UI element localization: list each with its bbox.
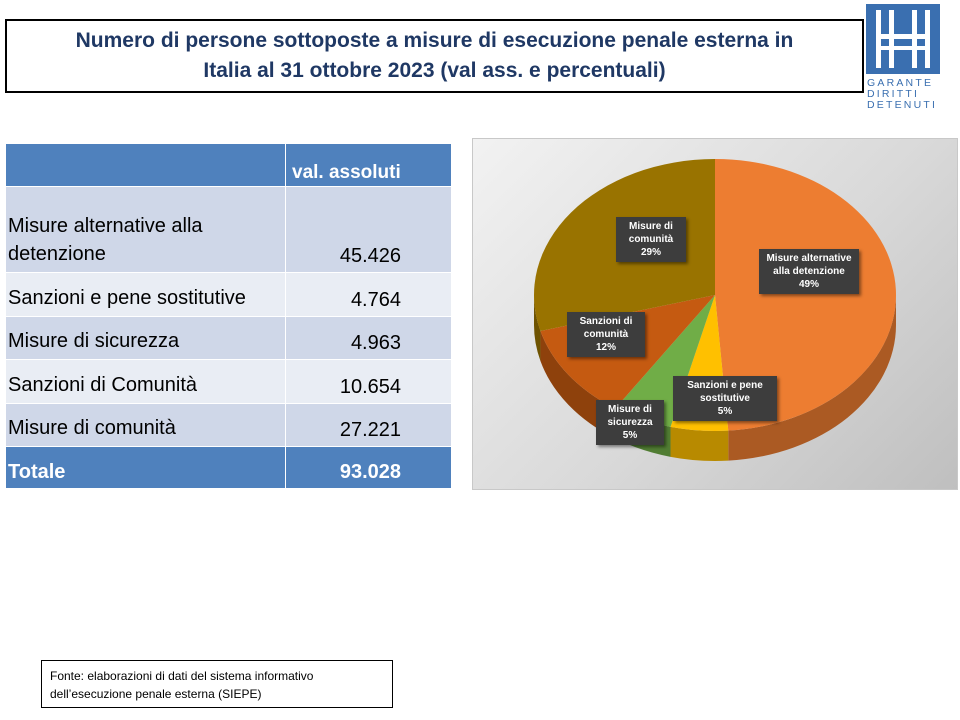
table-row <box>6 404 452 447</box>
row-value: 4.764 <box>286 273 452 317</box>
row-value: 45.426 <box>286 187 452 273</box>
pie-label-misure-alternative-alla-detenzione <box>759 249 859 294</box>
row-label: Misure di comunità <box>6 404 286 447</box>
pie-chart-frame <box>472 138 958 490</box>
pie-label-percent: 29% <box>640 247 661 258</box>
table-row <box>6 273 452 317</box>
row-value: 10.654 <box>286 360 452 404</box>
title-line-1: Numero di persone sottoposte a misure di esecuzione penale esterna in <box>75 29 794 52</box>
table-header-row <box>6 144 452 187</box>
row-value: 27.221 <box>286 404 452 447</box>
pie-side-sanzioni-e-pene-sostitutive <box>671 427 729 461</box>
pie-label-misure-di-comunit- <box>616 217 686 262</box>
row-value: 4.963 <box>286 317 452 360</box>
source-note: Fonte: elaborazioni di dati del sistema informativo dell’esecuzione penale esterna (SIEPE) <box>41 660 393 708</box>
header-cell-values: val. assoluti <box>286 144 452 187</box>
pie-label-name: Sanzioni di comunità <box>579 316 633 340</box>
table-row <box>6 360 452 404</box>
pie-chart <box>473 139 957 489</box>
data-table <box>5 143 452 489</box>
pie-label-name: Sanzioni e pene sostitutive <box>687 380 763 404</box>
garante-logo <box>864 2 944 110</box>
row-label: Sanzioni e pene sostitutive <box>6 273 286 317</box>
header-cell-label <box>6 144 286 187</box>
pie-label-sanzioni-di-comunit- <box>567 312 645 357</box>
pie-label-percent: 12% <box>595 342 616 353</box>
logo-text-line-2: DIRITTI <box>867 88 920 100</box>
row-label: Sanzioni di Comunità <box>6 360 286 404</box>
table-row <box>6 317 452 360</box>
pie-label-percent: 5% <box>717 406 733 417</box>
logo-text-line-1: GARANTE <box>867 77 934 89</box>
pie-label-name: Misure alternative alla detenzione <box>766 253 852 277</box>
table-row <box>6 187 452 273</box>
title-box <box>5 19 864 93</box>
table-total-row <box>6 447 452 489</box>
row-label: Misure di sicurezza <box>6 317 286 360</box>
pie-label-name: Misure di comunità <box>628 221 674 245</box>
row-label: Misure alternative alla detenzione <box>6 187 286 273</box>
pie-label-misure-di-sicurezza <box>596 400 664 445</box>
pie-label-percent: 5% <box>622 430 638 441</box>
pie-label-name: Misure di sicurezza <box>607 404 653 428</box>
pie-label-percent: 49% <box>798 279 819 290</box>
pie-label-sanzioni-e-pene-sostitutive <box>673 376 777 421</box>
logo-text-line-3: DETENUTI <box>867 99 938 110</box>
total-label: Totale <box>6 447 286 489</box>
title-line-2: Italia al 31 ottobre 2023 (val ass. e percentuali) <box>203 59 666 82</box>
total-value: 93.028 <box>286 447 452 489</box>
